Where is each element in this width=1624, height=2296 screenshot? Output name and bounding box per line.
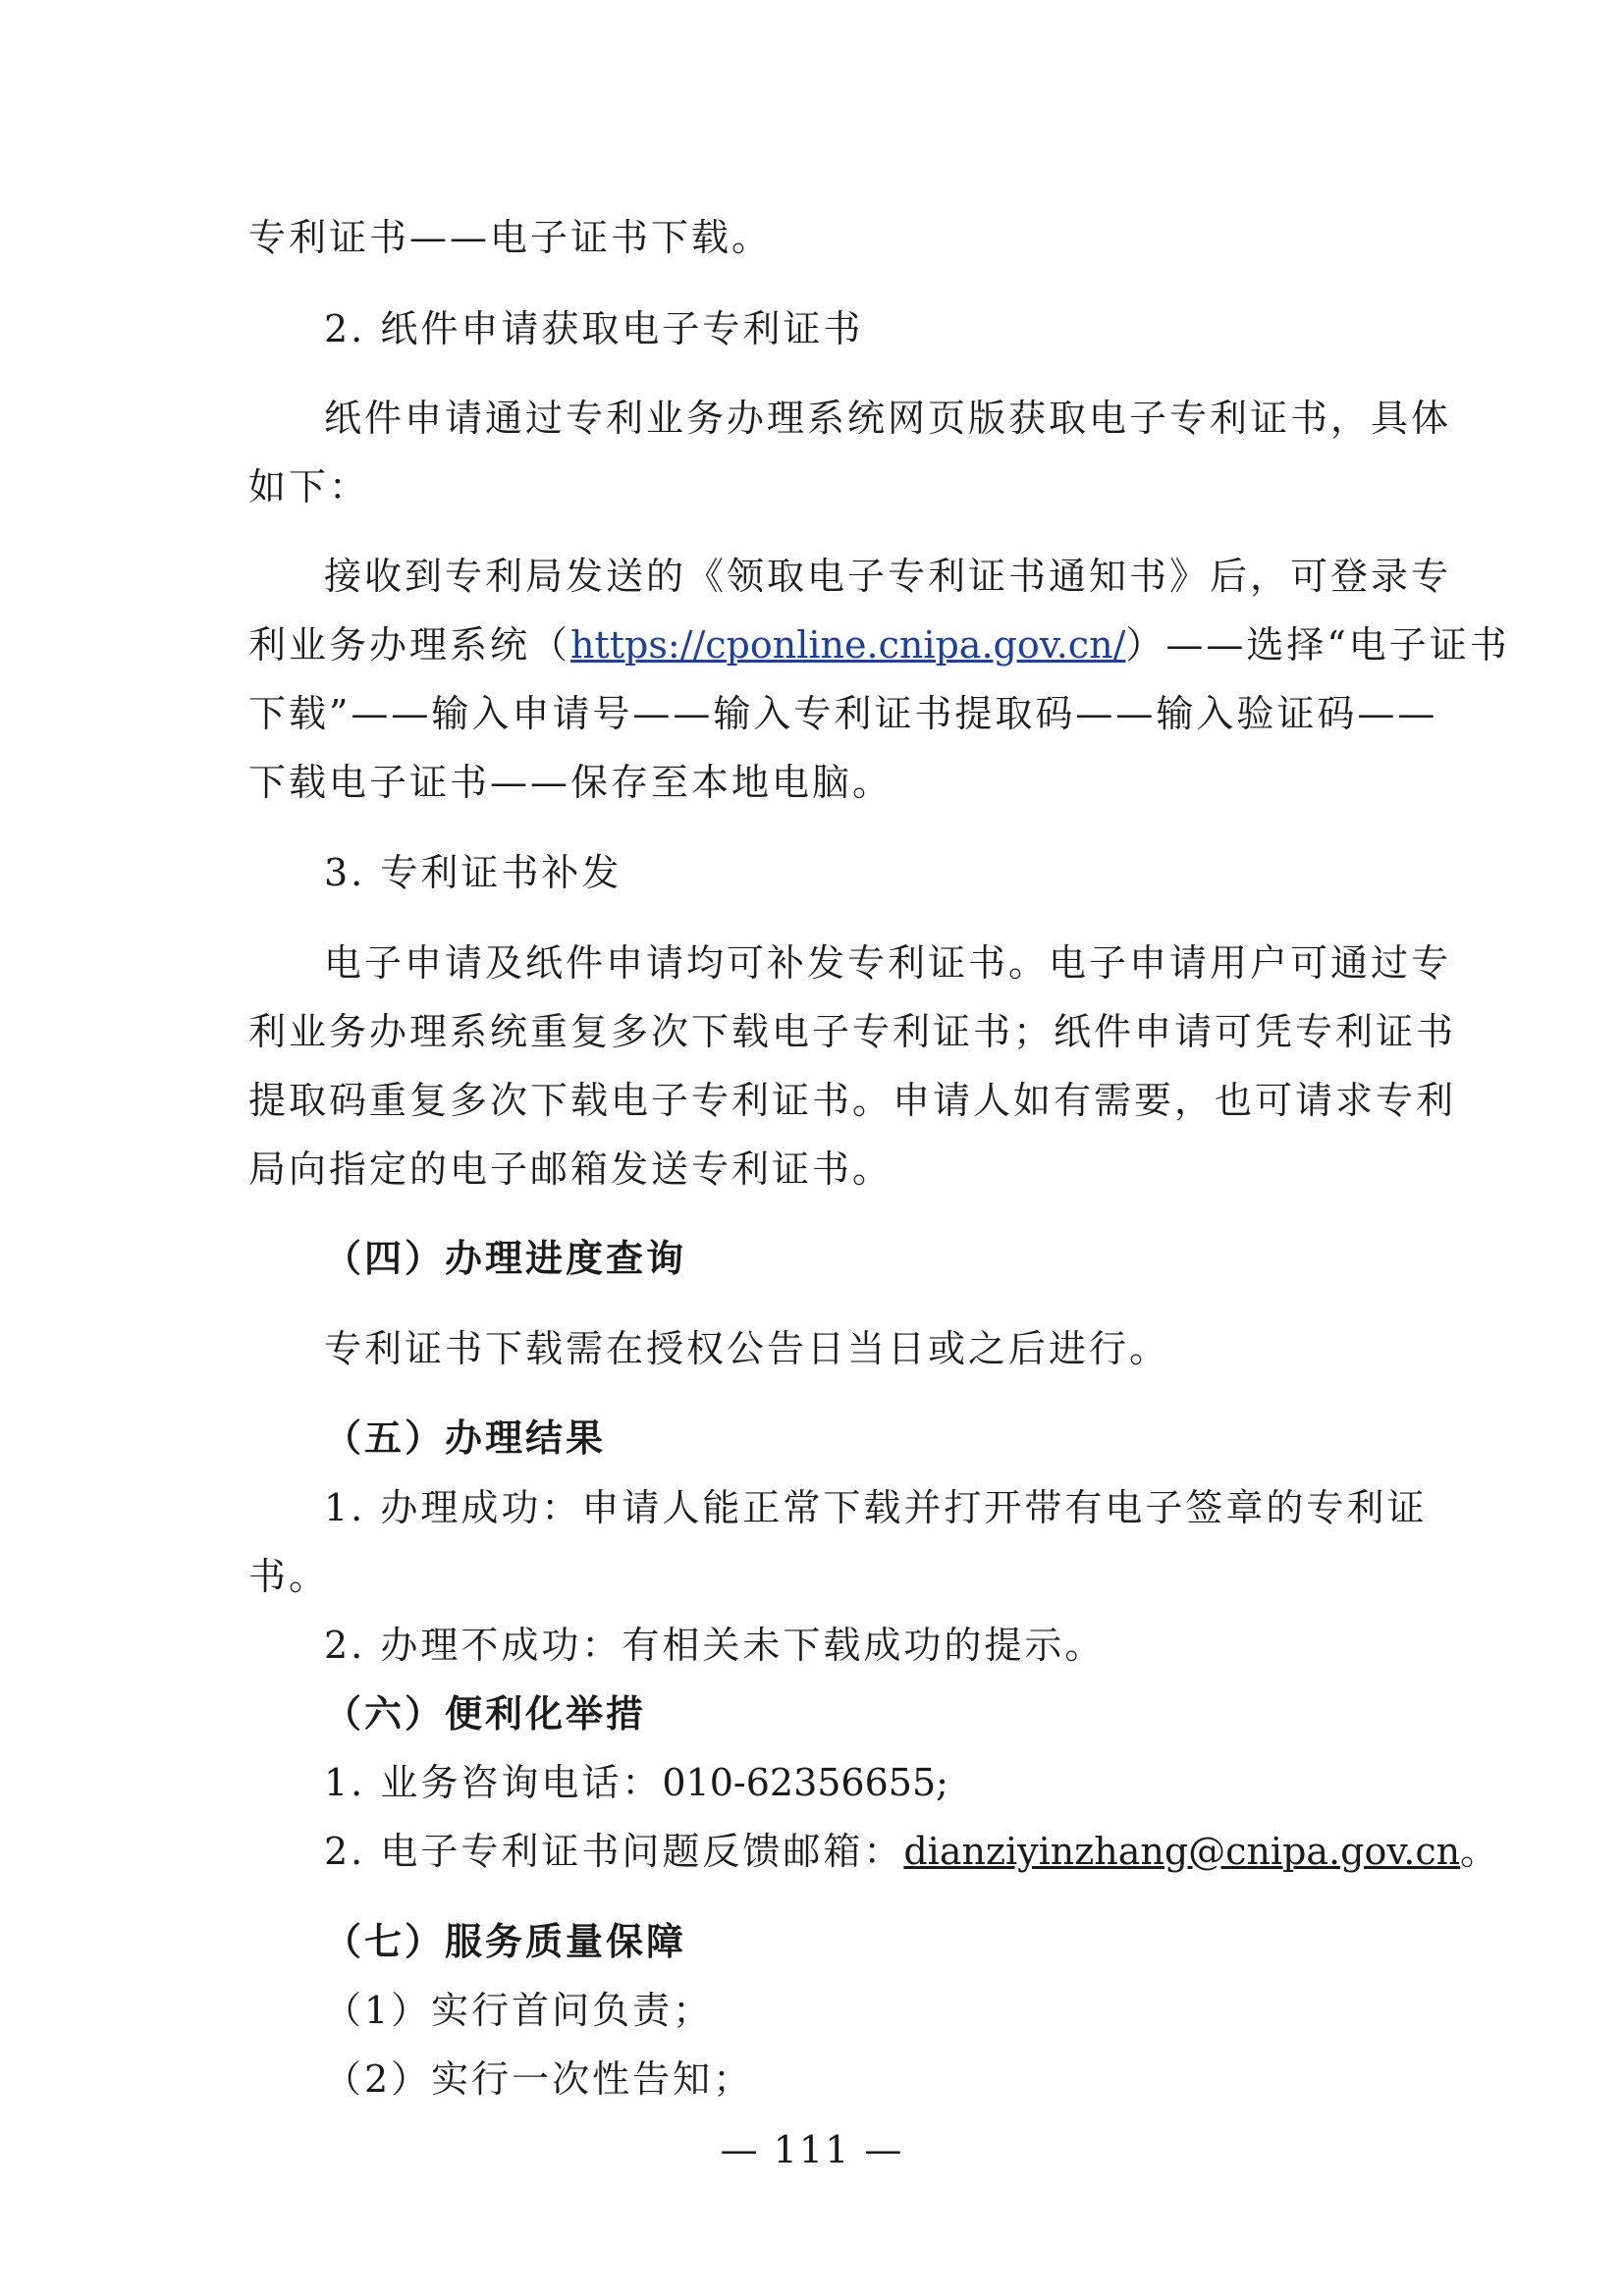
page-number: — 111 —: [720, 2128, 904, 2171]
paragraph-line: 局向指定的电子邮箱发送专利证书。: [248, 1148, 893, 1191]
paragraph-line: （1）实行首问负责；: [324, 1989, 714, 2032]
section-heading-3: 3. 专利证书补发: [324, 851, 623, 894]
paragraph-line: [248, 621, 1510, 668]
section-heading-2: 2. 纸件申请获取电子专利证书: [324, 307, 864, 350]
line-text: 利业务办理系统（: [248, 623, 571, 667]
line-text: 。: [1460, 1830, 1501, 1873]
paragraph-line: 纸件申请通过专利业务办理系统网页版获取电子专利证书，具体: [324, 397, 1452, 440]
line-text: ）——选择“电子证书: [1125, 623, 1510, 667]
paragraph-line: 下载”——输入申请号——输入专利证书提取码——输入验证码——: [248, 692, 1438, 735]
line-text: 1. 业务咨询电话：: [324, 1761, 663, 1804]
heading-service-quality: （七）服务质量保障: [324, 1919, 687, 1963]
paragraph-line: 提取码重复多次下载电子专利证书。申请人如有需要，也可请求专利: [248, 1079, 1457, 1122]
paragraph-line: [324, 1759, 948, 1806]
paragraph-line: （2）实行一次性告知；: [324, 2057, 754, 2101]
paragraph-line: 接收到专利局发送的《领取电子专利证书通知书》后，可登录专: [324, 555, 1452, 598]
feedback-email-link[interactable]: dianziyinzhang@cnipa.gov.cn: [903, 1830, 1461, 1873]
paragraph-line: 利业务办理系统重复多次下载电子专利证书；纸件申请可凭专利证书: [248, 1010, 1457, 1053]
heading-convenience: （六）便利化举措: [324, 1691, 647, 1735]
paragraph-line: [324, 1828, 1500, 1875]
paragraph-line: 专利证书——电子证书下载。: [248, 216, 773, 259]
paragraph-line: 如下：: [248, 465, 370, 508]
paragraph-line: 1. 办理成功：申请人能正常下载并打开带有电子签章的专利证: [324, 1486, 1428, 1529]
heading-progress-query: （四）办理进度查询: [324, 1236, 687, 1280]
heading-result: （五）办理结果: [324, 1415, 607, 1460]
paragraph-line: 下载电子证书——保存至本地电脑。: [248, 761, 893, 804]
line-text: 2. 电子专利证书问题反馈邮箱：: [324, 1830, 904, 1873]
phone-number: 010-62356655;: [662, 1761, 948, 1804]
paragraph-line: 电子申请及纸件申请均可补发专利证书。电子申请用户可通过专: [324, 941, 1452, 985]
paragraph-line: 2. 办理不成功：有相关未下载成功的提示。: [324, 1624, 1106, 1667]
paragraph-line: 书。: [248, 1555, 330, 1598]
paragraph-line: 专利证书下载需在授权公告日当日或之后进行。: [324, 1327, 1170, 1370]
cponline-link[interactable]: https://cponline.cnipa.gov.cn/: [570, 623, 1126, 667]
